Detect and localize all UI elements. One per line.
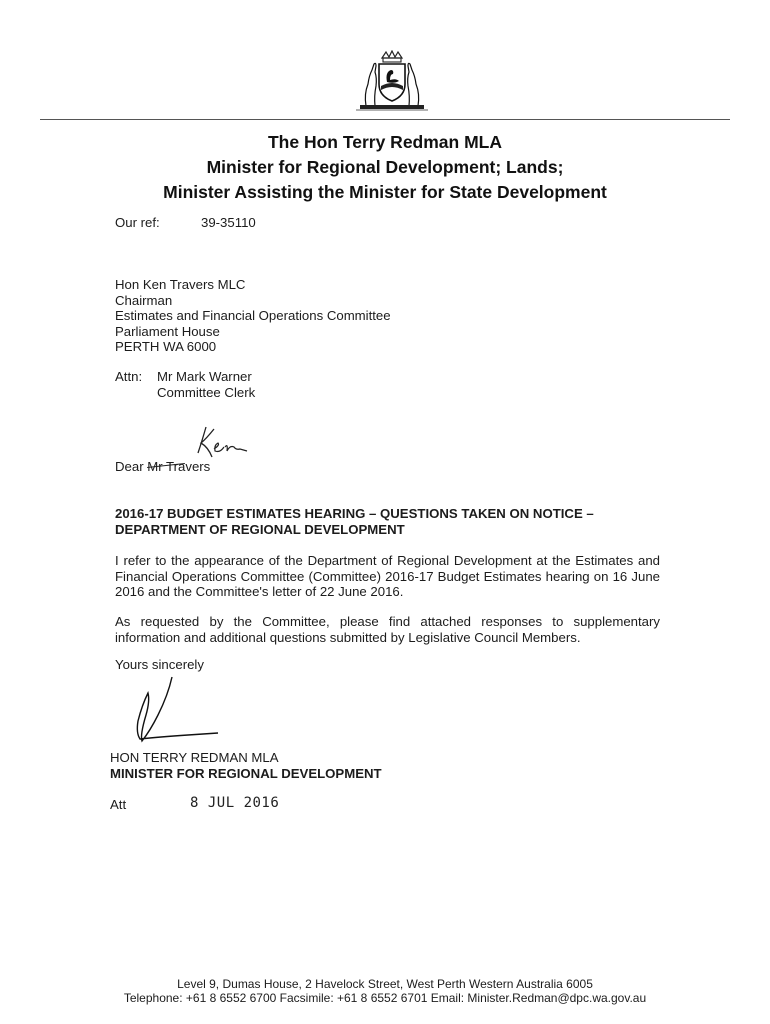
recipient-name: Hon Ken Travers MLC	[115, 277, 246, 292]
footer-address: Level 9, Dumas House, 2 Havelock Street, West Perth Western Australia 6005	[177, 977, 593, 991]
reference-number: 39-35110	[201, 215, 256, 230]
recipient-building: Parliament House	[115, 323, 220, 339]
recipient-committee: Estimates and Financial Operations Committee	[115, 308, 391, 323]
struck-out-text: Mr Tra	[147, 459, 186, 474]
recipient-city: PERTH WA 6000	[115, 339, 217, 354]
minister-portfolio: Minister for Regional Development; Lands;	[206, 157, 564, 177]
subject-line-2: DEPARTMENT OF REGIONAL DEVELOPMENT	[115, 521, 405, 537]
attention-label: Attn:	[115, 369, 143, 384]
subject-heading	[115, 506, 594, 537]
signer-title: MINISTER FOR REGIONAL DEVELOPMENT	[110, 766, 382, 781]
letterhead-rule	[40, 119, 730, 120]
recipient-address	[115, 277, 391, 355]
attention-block	[157, 369, 255, 400]
salutation-suffix: vers	[185, 459, 211, 474]
salutation	[115, 459, 210, 475]
handwritten-ken	[192, 423, 250, 461]
wa-coat-of-arms-icon	[354, 50, 430, 112]
recipient-position: Chairman	[115, 292, 173, 308]
body-paragraph-2: As requested by the Committee, please find attached responses to supplementary information and additional questions submitted by Legislative Council Members.	[115, 614, 660, 645]
subject-line-1: 2016-17 BUDGET ESTIMATES HEARING – QUESTIONS TAKEN ON NOTICE –	[115, 506, 594, 521]
reference-label: Our ref:	[115, 215, 160, 230]
signer-name: HON TERRY REDMAN MLA	[110, 750, 279, 765]
attention-title: Committee Clerk	[157, 384, 256, 400]
date-stamp: 8 JUL 2016	[190, 795, 280, 811]
closing: Yours sincerely	[115, 657, 204, 672]
attention-name: Mr Mark Warner	[157, 369, 252, 384]
minister-assisting-role: Minister Assisting the Minister for State Development	[163, 182, 607, 202]
footer-contact: Telephone: +61 8 6552 6700 Facsimile: +61 8 6552 6701 Email: Minister.Redman@dpc.wa.gov.au	[123, 991, 647, 1005]
attachment-label: Att	[110, 797, 127, 812]
signature-icon	[128, 675, 220, 747]
minister-name: The Hon Terry Redman MLA	[267, 132, 502, 152]
body-paragraph-1: I refer to the appearance of the Department of Regional Development at the Estimates and Financial Operations Committee (Committee) 2016-17 Budget Estimates hearing on 16 June 2016 and the Committee's letter of 22 June 2016.	[115, 553, 660, 599]
salutation-prefix: Dear	[115, 459, 148, 474]
